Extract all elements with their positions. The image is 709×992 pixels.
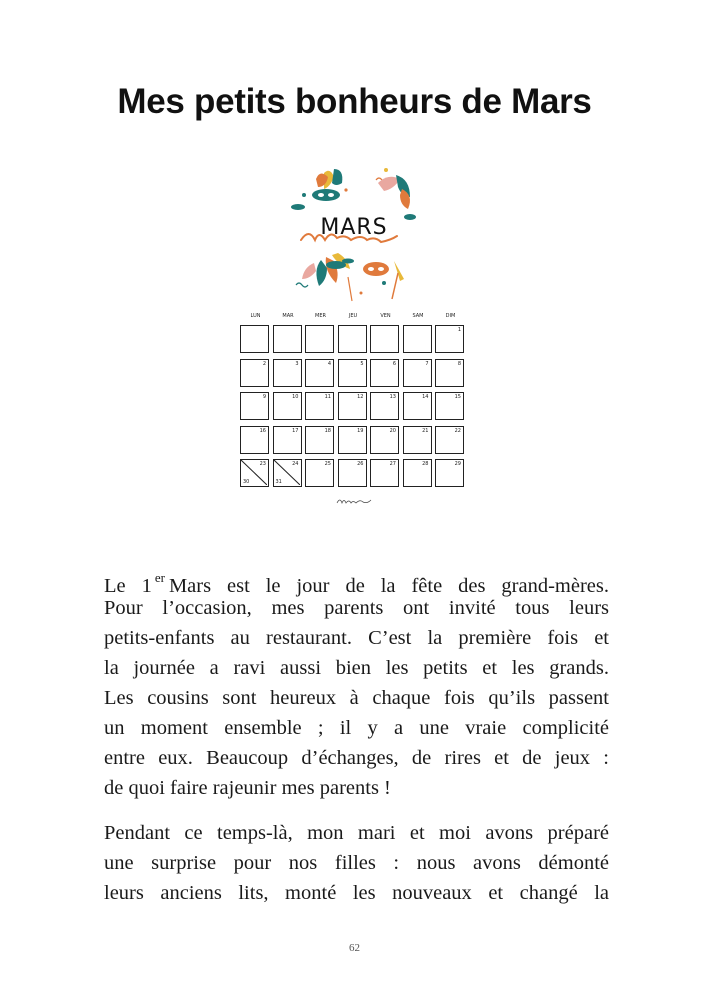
calendar-cell [435, 392, 464, 420]
day-name: JEU [348, 313, 358, 319]
calendar-grid [240, 313, 470, 518]
day-name: MER [315, 313, 326, 319]
day-name: DIM [445, 313, 456, 319]
calendar-cell [305, 426, 334, 454]
calendar-cell [435, 325, 464, 353]
paragraph-line: leurs anciens lits, monté les nouveaux et changé la [104, 882, 609, 904]
paragraph-line: la journée a ravi aussi bien les petits et les grands. [104, 657, 609, 679]
calendar-cell [240, 359, 269, 387]
calendar-cell [240, 459, 269, 487]
calendar-cell [370, 392, 399, 420]
day-name: VEN [380, 313, 391, 319]
signature-icon [335, 495, 375, 507]
calendar-cell [273, 392, 302, 420]
day-number: 8 [457, 360, 461, 367]
day-number: 27 [389, 461, 396, 467]
calendar-cell [370, 325, 399, 353]
text-segment: Le 1 [104, 575, 152, 597]
paragraph-line [104, 563, 609, 597]
carnival-masks-icon [286, 165, 422, 305]
day-number: 5 [360, 360, 364, 367]
day-number: 12 [357, 394, 364, 400]
calendar-cell [273, 325, 302, 353]
calendar-cell [435, 359, 464, 387]
calendar-cell [338, 325, 367, 353]
calendar-cell [370, 426, 399, 454]
text-segment: Mars est le jour de la fête des grand-mères. [168, 575, 609, 597]
calendar-cell [338, 359, 367, 387]
day-number: 9 [262, 394, 266, 400]
calendar-cell [273, 426, 302, 454]
paragraph-line: Pendant ce temps-là, mon mari et moi avons préparé [104, 822, 609, 844]
day-number: 29 [454, 461, 461, 467]
page-title: Mes petits bonheurs de Mars [117, 82, 592, 121]
superscript: er [154, 570, 165, 585]
day-number: 15 [454, 394, 461, 400]
paragraph-1 [104, 563, 609, 803]
day-number: 21 [422, 427, 429, 434]
calendar-cell [338, 459, 367, 487]
paragraph-line: une surprise pour nos filles : nous avons démonté [104, 852, 609, 874]
calendar-cell [370, 359, 399, 387]
calendar-cell [305, 359, 334, 387]
day-number: 24 [292, 461, 299, 467]
day-number: 18 [324, 427, 331, 434]
calendar-cell [338, 392, 367, 420]
day-number: 17 [292, 427, 299, 434]
calendar-cell [403, 392, 432, 420]
page-number: 62 [349, 942, 360, 954]
paragraph-line: de quoi faire rajeunir mes parents ! [104, 777, 391, 799]
calendar-cell [403, 426, 432, 454]
calendar-cell [240, 392, 269, 420]
day-number: 13 [389, 394, 396, 400]
paragraph-line: un moment ensemble ; il y a une vraie complicité [104, 717, 609, 739]
paragraph-line: entre eux. Beaucoup d’échanges, de rires et de jeux : [104, 747, 609, 769]
calendar-cell [273, 359, 302, 387]
day-name: MAR [282, 313, 294, 319]
day-number: 20 [389, 427, 396, 434]
day-number: 6 [392, 360, 396, 367]
paragraph-line: petits-enfants au restaurant. C’est la première fois et [104, 627, 609, 649]
calendar-cell [403, 459, 432, 487]
day-number: 7 [425, 360, 429, 367]
day-number: 14 [422, 394, 429, 400]
day-number: 2 [262, 360, 266, 367]
day-number: 28 [422, 461, 429, 467]
day-number: 16 [259, 427, 266, 434]
calendar-cell [305, 325, 334, 353]
day-number: 22 [454, 427, 461, 434]
calendar-cell [435, 426, 464, 454]
calendar-cell [273, 459, 302, 487]
calendar-cell [305, 392, 334, 420]
day-number: 26 [357, 461, 364, 467]
day-number: 3 [295, 360, 299, 367]
calendar-cell [403, 359, 432, 387]
day-number: 19 [357, 427, 364, 434]
calendar-cell [435, 459, 464, 487]
day-number-secondary: 31 [275, 479, 282, 485]
day-number: 10 [292, 394, 299, 400]
day-number: 4 [327, 360, 331, 367]
calendar-cell [240, 325, 269, 353]
calendar-cell [338, 426, 367, 454]
paragraph-2 [104, 818, 609, 908]
day-name: LUN [250, 313, 261, 319]
month-label: MARS [320, 215, 388, 240]
calendar-cell [305, 459, 334, 487]
paragraph-line: Les cousins sont heureux à chaque fois qu’ils passent [104, 687, 609, 709]
day-number: 1 [457, 327, 461, 333]
paragraph-line: Pour l’occasion, mes parents ont invité tous leurs [104, 597, 609, 619]
day-number: 23 [259, 461, 266, 467]
calendar-cell [240, 426, 269, 454]
day-number: 11 [324, 394, 331, 400]
day-number: 25 [324, 461, 331, 467]
calendar-cell [403, 325, 432, 353]
calendar-cell [370, 459, 399, 487]
day-number-secondary: 30 [243, 479, 250, 485]
day-name: SAM [412, 313, 424, 319]
